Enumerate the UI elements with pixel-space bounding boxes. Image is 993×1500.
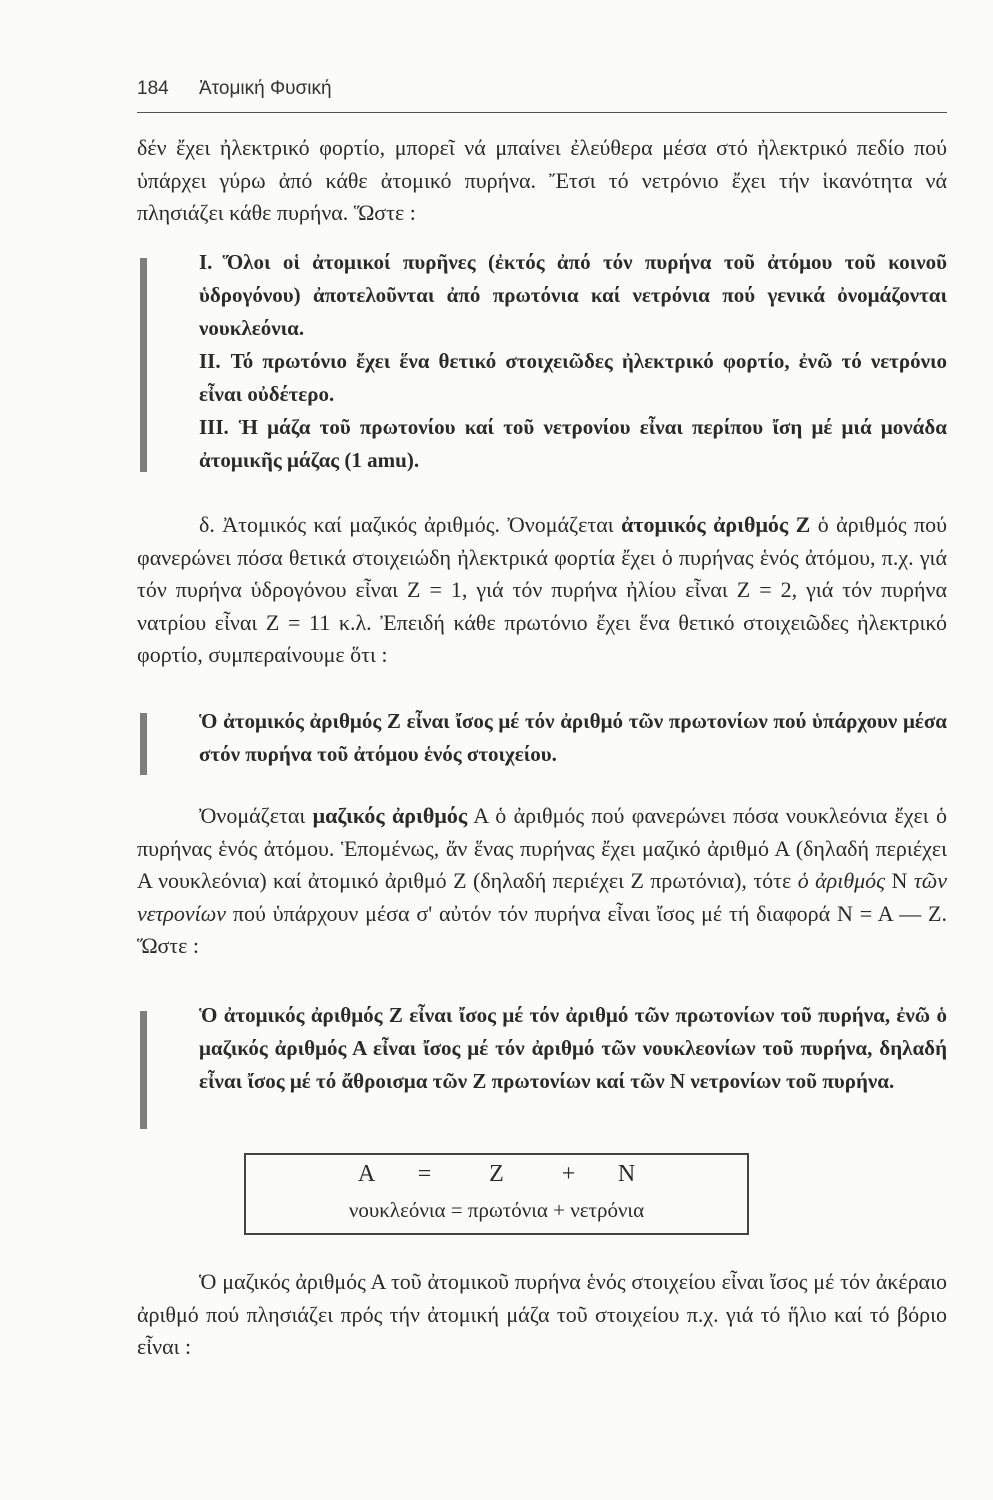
principle-item — [199, 411, 947, 477]
item-label: Ι. — [199, 250, 213, 274]
term-mass-number: μαζικός ἀριθμός — [312, 803, 468, 828]
item-label: ΙΙΙ. — [199, 415, 229, 439]
paragraph-1-text: δέν ἔχει ἠλεκτρικό φορτίο, μπορεῖ νά μπαίνει ἐλεύθερα μέσα στό ἠλεκτρικό πεδίο πού ὑπάρχει γύρω ἀπό κάθε ἀτομικό πυρήνα. Ἔτσι τό νετρόνιο ἔχει τήν ἱκανότητα νά πλησιάζει κάθε πυρήνα. Ὥστε : — [137, 135, 947, 225]
highlight-box-atomic-number — [137, 705, 947, 771]
paragraph-4-text: Ὁ μαζικός ἀριθμός Α τοῦ ἀτομικοῦ πυρήνα ἑνός στοιχείου εἶναι ἴσος μέ τόν ἀκέραιο ἀριθμό πού πλησιάζει πρός τήν ἀτομική μάζα τοῦ στοιχείου π.χ. γιά τό ἥλιο καί τό βόριο εἶναι : — [137, 1269, 947, 1359]
atomic-number-statement: Ὁ ἀτομικός ἀριθμός Ζ εἶναι ἴσος μέ τόν ἀριθμό τῶν πρωτονίων πού ὑπάρχουν μέσα στόν πυρήνα τοῦ ἀτόμου ἑνός στοιχείου. — [199, 709, 947, 766]
page-number: 184 — [137, 78, 169, 99]
para3-rest: πού ὑπάρχουν μέσα σ' αὐτόν τόν πυρήνα εἶναι ἴσος μέ τή διαφορά Ν = Α — Ζ. Ὥστε : — [137, 900, 947, 958]
highlight-box-mass-number — [137, 999, 947, 1098]
term-atomic-number: ἀτομικός ἀριθμός Ζ — [621, 512, 811, 537]
para3-italic: ὁ ἀριθμός — [797, 868, 886, 893]
item-label: ΙΙ. — [199, 349, 221, 373]
paragraph-2-text — [137, 509, 947, 672]
para3-mid: Α ὁ ἀριθμός πού φανερώνει πόσα νουκλεόνια ἔχει ὁ πυρήνας ἑνός ἀτόμου. Ἑπομένως, ἄν ἕνας πυρήνας ἔχει μαζικό ἀριθμό Α (δηλαδή περιέχει Α νουκλεόνια) καί ἀτομικό ἀριθμό Ζ (δηλαδή περιέχει Ζ πρωτόνια), τότε — [137, 803, 947, 893]
paragraph-3-text — [137, 800, 947, 963]
principle-item — [199, 246, 947, 345]
eq-symbol-z: Ζ — [489, 1161, 504, 1187]
item-text: Ἡ μάζα τοῦ πρωτονίου καί τοῦ νετρονίου εἶναι περίπου ἴση μέ μιά μονάδα ἀτομικῆς μάζας (1 amu). — [199, 415, 947, 472]
eq-symbol-equals: = — [417, 1161, 432, 1187]
mass-number-statement: Ὁ ἀτομικός ἀριθμός Ζ εἶναι ἴσος μέ τόν ἀριθμό τῶν πρωτονίων τοῦ πυρήνα, ἐνῶ ὁ μαζικός ἀριθμός Α εἶναι ἴσος μέ τόν ἀριθμό τῶν νουκλεονίων τοῦ πυρήνα, δηλαδή εἶναι ἴσος μέ τό ἄθροισμα τῶν Ζ πρωτονίων καί τῶν Ν νετρονίων τοῦ πυρήνα. — [199, 1003, 947, 1093]
eq-symbol-a: Α — [357, 1161, 376, 1187]
principle-item — [199, 345, 947, 411]
equation-box — [244, 1153, 749, 1235]
highlight-bar — [140, 1011, 147, 1129]
highlight-box-principles — [137, 246, 947, 477]
para2-rest: ὁ ἀριθμός πού φανερώνει πόσα θετικά στοιχειώδη ἠλεκτρικά φορτία ἔχει ὁ πυρήνας ἑνός ἀτόμου, π.χ. γιά τόν πυρήνα ὑδρογόνου εἶναι Ζ = 1, γιά τόν πυρήνα ἠλίου εἶναι Ζ = 2, γιά τόν πυρήνα νατρίου εἶναι Ζ = 11 κ.λ. Ἐπειδή κάθε πρωτόνιο ἔχει ἕνα θετικό στοιχειῶδες ἠλεκτρικό φορτίο, συμπεραίνουμε ὅτι : — [137, 512, 947, 667]
equation-words: νουκλεόνια = πρωτόνια + νετρόνια — [348, 1198, 645, 1222]
highlight-bar — [140, 713, 147, 775]
para2-lead: δ. Ἀτομικός καί μαζικός ἀριθμός. Ὀνομάζεται — [199, 512, 622, 537]
running-title: Ἀτομική Φυσική — [199, 78, 332, 99]
paragraph-3 — [137, 800, 947, 963]
item-text: Τό πρωτόνιο ἔχει ἕνα θετικό στοιχειῶδες ἠλεκτρικό φορτίο, ἐνῶ τό νετρόνιο εἶναι οὐδέτερο. — [199, 349, 947, 406]
paragraph-1 — [137, 132, 947, 230]
para3-mid2: Ν — [885, 868, 914, 893]
para3-italic2: τῶν νετρονίων — [137, 868, 948, 926]
page-header — [137, 78, 947, 100]
item-text: Ὅλοι οἱ ἀτομικοί πυρῆνες (ἐκτός ἀπό τόν πυρήνα τοῦ ἀτόμου τοῦ κοινοῦ ὑδρογόνου) ἀποτελοῦνται ἀπό πρωτόνια καί νετρόνια πού γενικά ὀνομάζονται νουκλεόνια. — [199, 250, 947, 340]
eq-symbol-plus: + — [561, 1161, 576, 1187]
paragraph-4 — [137, 1266, 947, 1364]
highlight-bar — [140, 258, 147, 472]
equation-symbols — [246, 1161, 747, 1188]
eq-symbol-n: Ν — [617, 1161, 636, 1187]
para3-lead: Ὀνομάζεται — [199, 803, 313, 828]
header-rule — [137, 112, 947, 113]
paragraph-2 — [137, 509, 947, 672]
principles-list — [199, 246, 947, 477]
